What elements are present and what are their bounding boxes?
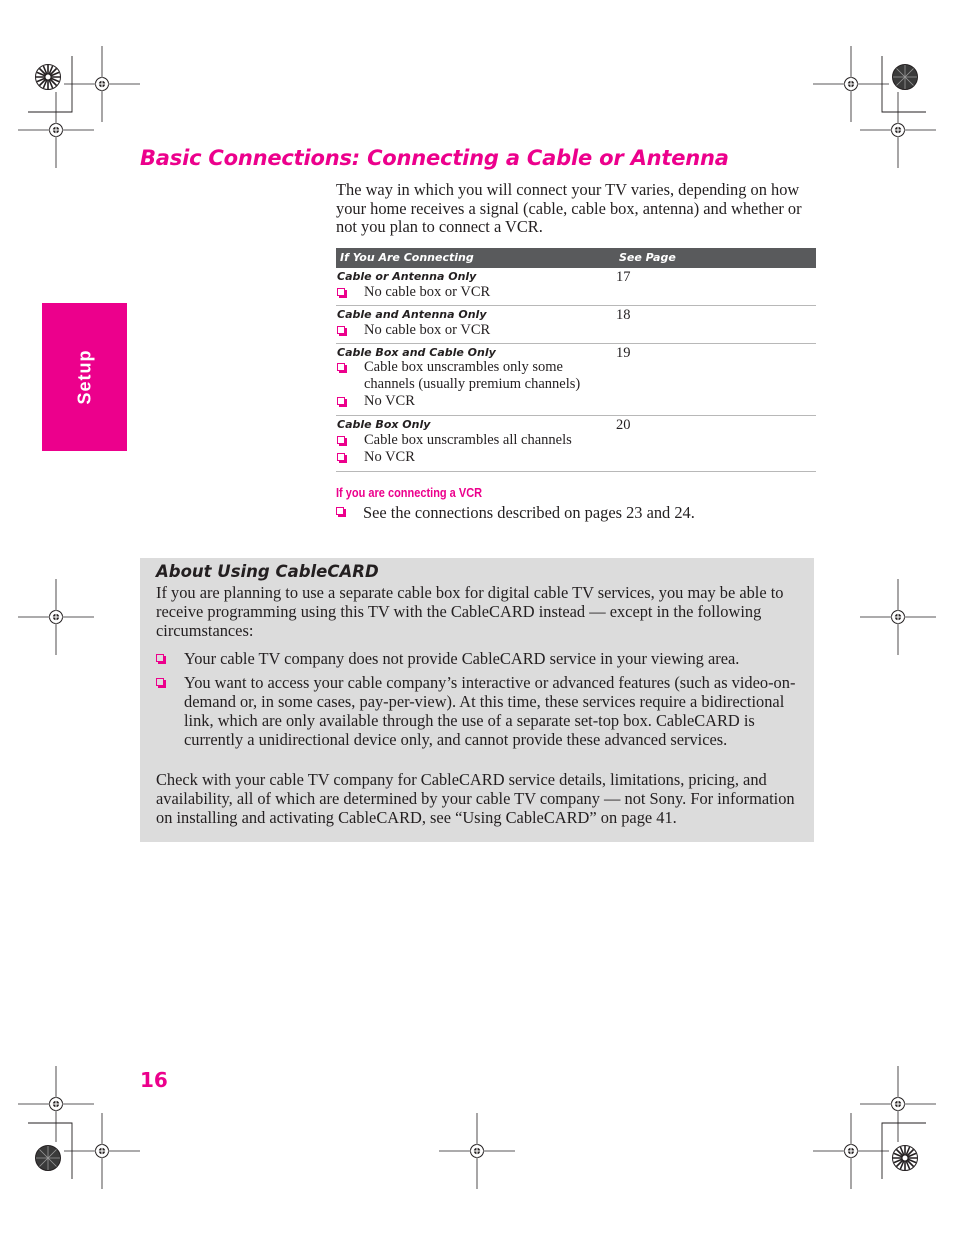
- checkbox-bullet-icon: [156, 678, 164, 686]
- checkbox-bullet-icon: [337, 288, 345, 296]
- checkbox-bullet-icon: [337, 453, 345, 461]
- row-page: 17: [616, 269, 631, 285]
- list-item-text: Cable box unscrambles all channels: [364, 432, 572, 448]
- column-header-connecting: If You Are Connecting: [340, 251, 474, 264]
- list-item: [156, 674, 806, 750]
- table-row: [336, 344, 816, 416]
- cablecard-closing: Check with your cable TV company for CableCARD service details, limitations, pricing, and availability, all of which are determined by your cable TV company — not Sony. For information on installing and activating CableCARD, see “Using CableCARD” on page 41.: [156, 770, 795, 827]
- vcr-heading: If you are connecting a VCR: [336, 486, 483, 500]
- checkbox-bullet-icon: [337, 326, 345, 334]
- cablecard-sidebar: [140, 558, 814, 842]
- checkbox-bullet-icon: [337, 397, 345, 405]
- list-item-text: No cable box or VCR: [364, 322, 491, 338]
- list-item: [337, 432, 607, 449]
- list-item: [337, 359, 607, 393]
- row-page: 19: [616, 345, 631, 361]
- section-tab-label: Setup: [74, 349, 94, 405]
- cablecard-title: About Using CableCARD: [156, 562, 379, 581]
- checkbox-bullet-icon: [337, 436, 345, 444]
- row-title: Cable Box Only: [337, 418, 431, 431]
- list-item-text: Cable box unscrambles only some channels (usually premium channels): [364, 359, 581, 392]
- row-page: 18: [616, 307, 631, 323]
- table-row: [336, 268, 816, 306]
- row-bullets: [337, 284, 607, 301]
- column-header-see-page: See Page: [619, 251, 676, 264]
- cablecard-intro: If you are planning to use a separate cable box for digital cable TV services, you may be able to receive programming using this TV with the CableCARD instead — except in the following circumstances:: [156, 583, 784, 640]
- row-bullets: [337, 432, 607, 466]
- section-tab: [42, 303, 127, 451]
- connection-table: [336, 248, 816, 472]
- row-page: 20: [616, 417, 631, 433]
- list-item-text: No VCR: [364, 393, 415, 409]
- page-title: Basic Connections: Connecting a Cable or Antenna: [140, 146, 729, 170]
- intro-paragraph: The way in which you will connect your TV varies, depending on how your home receives a signal (cable, cable box, antenna) and whether or not you plan to connect a VCR.: [336, 180, 802, 237]
- checkbox-bullet-icon: [156, 654, 164, 662]
- row-title: Cable and Antenna Only: [337, 308, 487, 321]
- page-number: 16: [140, 1068, 168, 1092]
- vcr-list-item: [336, 503, 823, 522]
- list-item: [337, 322, 607, 339]
- list-item-text: No VCR: [364, 449, 415, 465]
- list-item: [337, 284, 607, 301]
- list-item: [337, 393, 607, 410]
- checkbox-bullet-icon: [336, 507, 344, 515]
- list-item-text: Your cable TV company does not provide CableCARD service in your viewing area.: [184, 649, 740, 668]
- list-item-text: No cable box or VCR: [364, 284, 491, 300]
- cablecard-list: [156, 650, 806, 755]
- table-header: [336, 248, 816, 268]
- list-item: [156, 650, 806, 669]
- row-bullets: [337, 359, 607, 410]
- checkbox-bullet-icon: [337, 363, 345, 371]
- list-item: [337, 449, 607, 466]
- list-item-text: You want to access your cable company’s interactive or advanced features (such as video-on-demand or, in some cases, pay-per-view). At this time, these services require a bidirectional link, which are only available through the use of a separate set-top box. CableCARD is currently a unidirectional device only, and cannot provide these advanced services.: [184, 672, 796, 749]
- row-bullets: [337, 322, 607, 339]
- table-row: [336, 306, 816, 344]
- vcr-item-text: See the connections described on pages 23 and 24.: [363, 503, 695, 522]
- table-row: [336, 416, 816, 472]
- row-title: Cable Box and Cable Only: [337, 346, 496, 359]
- row-title: Cable or Antenna Only: [337, 270, 477, 283]
